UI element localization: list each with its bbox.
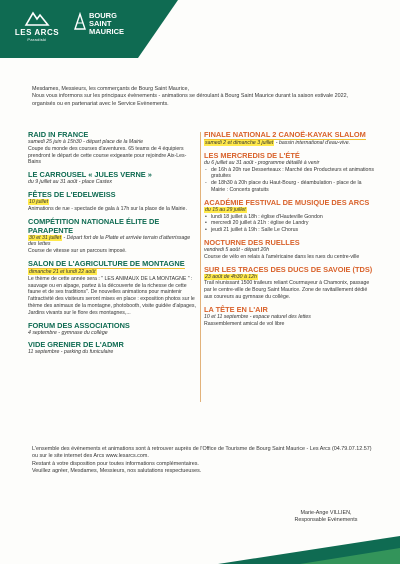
event-title: FÊTES DE L'EDELWEISS — [28, 189, 116, 199]
event-title: ACADÉMIE FESTIVAL DE MUSIQUE DES ARCS — [204, 197, 370, 207]
event-nocturne-ruelles — [204, 238, 374, 261]
les-arcs-mountain-icon — [24, 10, 50, 26]
event-raid-in-france — [28, 130, 198, 166]
bsm-mountain-icon — [74, 12, 86, 30]
closing-paragraph-3: Veuillez agréer, Mesdames, Messieurs, nos salutations respectueuses. — [32, 468, 202, 475]
les-arcs-logo-tagline: Paradiski — [27, 37, 47, 42]
event-title — [204, 130, 374, 140]
closing-text — [32, 446, 374, 476]
event-date: samedi 25 juin à 15h30 - départ place de la Mairie — [28, 139, 144, 145]
event-description: Course de vitesse sur un parcours imposé. — [28, 248, 127, 255]
date-highlight: 23 août de 4h30 à 12h — [205, 273, 257, 280]
event-description: Animations de rue - spectacle de gala à 17h sur la place de la Mairie. — [28, 205, 187, 212]
bsm-logo-line3: MAURICE — [89, 27, 124, 36]
event-date — [204, 140, 374, 147]
intro-line-1: Mesdames, Messieurs, les commerçants de Bourg Saint Maurice, — [32, 86, 189, 92]
event-schedule-list — [204, 167, 374, 194]
event-description: Le thème de cette année sera : " LES ANIMAUX DE LA MONTAGNE " : sauvage ou en alpage, partez à la découverte de la richesse de cette faune et de ses traditions". De nouvelles animations pour maintenir l'attractivité des visiteurs seront mises en place : exposition photos sur le thème des animaux de la montagne, photobooth, visite guidée d'alpages, Jardins vivants sur le flore des montagnes,... — [28, 275, 196, 316]
event-title: RAID IN FRANCE — [28, 130, 89, 139]
date-detail: - bassin international d'eau-vive. — [274, 140, 351, 146]
event-fetes-edelweiss — [28, 190, 198, 213]
event-title: VIDE GRENIER DE L'ADMR — [28, 340, 124, 350]
event-title-text: SALON DE L'AGRICULTURE DE MONTAGNE — [28, 258, 185, 268]
closing-paragraph-2: Restant à votre disposition pour toutes informations complémentaires. — [32, 460, 199, 467]
event-date — [204, 207, 374, 214]
signature-role: Responsable Evènements — [294, 517, 358, 524]
event-title: SUR LES TRACES DES DUCS DE SAVOIE (TDS) — [204, 264, 373, 274]
event-title: LE CARROUSEL « JULES VERNE » — [28, 170, 152, 180]
event-description: Rassemblement amical de vol libre — [204, 320, 285, 327]
event-description: Coupe du monde des courses d'aventures. 65 teams de 4 équipiers prendront le départ de cette course exigeante pour rejoindre Aix-Les-Bains — [28, 145, 187, 166]
event-description: Course de vélo en relais à l'américaine dans les rues du centre-ville — [204, 253, 360, 260]
date-highlight: 10 juillet — [29, 198, 49, 205]
footer-accent — [300, 548, 400, 564]
event-date — [28, 199, 198, 206]
event-mercredis-ete — [204, 151, 374, 194]
event-description: Trail réunissant 1500 traileurs reliant Courmayeur à Chamonix, passage par le centre-ville de Bourg Saint Maurice. Zone de ravitaillement dédié aux coureurs au gymnase du collège. — [204, 280, 370, 300]
header-band-corner — [138, 0, 178, 58]
event-title-text: FINALE NATIONAL 2 CANOË-KAYAK SLALOM — [204, 130, 366, 139]
event-title: COMPÉTITION NATIONALE ÉLITE DE PARAPENTE — [28, 216, 160, 235]
intro-text — [32, 86, 372, 108]
event-title: LES MERCREDIS DE L'ÉTÉ — [204, 150, 300, 160]
date-highlight: dimanche 21 et lundi 22 août — [29, 268, 96, 275]
event-date: du 6 juillet au 31 août - programme détaillé à venir — [204, 159, 320, 166]
closing-paragraph-1: L'ensemble des évènements et animations sont à retrouver auprès de l'Office de Tourisme de Bourg Saint Maurice - Les Arcs (04.79.07.12.57) ou sur le site internet des Arcs www.lesarcs.com. — [32, 446, 372, 460]
event-tete-en-lair — [204, 305, 374, 328]
list-item: • lundi 18 juillet à 18h : église d'Hauteville Gondon — [204, 214, 374, 221]
left-column — [28, 130, 198, 360]
date-highlight: samedi 2 et dimanche 3 juillet — [205, 140, 274, 146]
event-carrousel — [28, 170, 198, 186]
event-vide-grenier — [28, 340, 198, 356]
event-date: 10 et 11 septembre - espace naturel des Iettes — [204, 313, 311, 320]
date-highlight: du 15 au 29 juillet — [205, 206, 246, 213]
date-detail: - Départ fort de la Platte et arrivée terrain d'atterrissage des Iettes — [28, 234, 191, 248]
event-forum-associations — [28, 321, 198, 337]
event-date: 4 septembre - gymnase du collège — [28, 329, 108, 336]
signature-name: Marie-Ange VILLIEN, — [300, 510, 352, 516]
event-academie-festival — [204, 198, 374, 234]
list-item: - de 16h à 20h rue Desserteaux : Marché des Producteurs et animations gratuites — [204, 167, 374, 181]
right-column — [204, 130, 374, 331]
column-divider — [200, 132, 201, 402]
les-arcs-logo — [6, 10, 68, 42]
list-item: - de 18h30 à 20h place du Haut-Bourg - déambulation - place de la Mairie : Concerts gratuits — [204, 180, 374, 194]
event-date: 11 septembre - parking du funiculaire — [28, 349, 114, 356]
date-highlight: 30 et 31 juillet — [29, 234, 62, 241]
event-title: LA TÊTE EN L'AIR — [204, 304, 268, 314]
event-traces-ducs-savoie — [204, 265, 374, 301]
list-item: • mercredi 20 juillet à 21h : église de Landry — [204, 220, 374, 227]
bourg-saint-maurice-logo — [74, 12, 136, 36]
event-schedule-list — [204, 214, 374, 234]
bsm-logo-line1: BOURG — [89, 11, 117, 20]
signature-block — [276, 510, 376, 525]
event-date — [28, 235, 198, 249]
event-parapente — [28, 217, 198, 255]
intro-line-2: Nous vous informons sur les principaux évènements - animations se déroulant à Bourg Saint Maurice durant la saison estivale 2022, organisés ou en partenariat avec le Service Evènements. — [32, 93, 349, 107]
event-title: FORUM DES ASSOCIATIONS — [28, 320, 130, 330]
event-date — [204, 274, 374, 281]
event-date: du 9 juillet au 31 août - place Castex — [28, 179, 112, 186]
event-date — [28, 269, 198, 276]
list-item: • jeudi 21 juillet à 19h : Salle Le Chorus — [204, 227, 374, 234]
event-title: NOCTURNE DES RUELLES — [204, 237, 300, 247]
event-date: vendredi 5 août - départ 20h — [204, 246, 270, 253]
bsm-logo-line2: SAINT — [89, 19, 112, 28]
event-title — [28, 259, 198, 269]
event-canoe-kayak — [204, 130, 374, 147]
event-salon-agriculture — [28, 259, 198, 317]
les-arcs-logo-name: LES ARCS — [14, 28, 60, 37]
